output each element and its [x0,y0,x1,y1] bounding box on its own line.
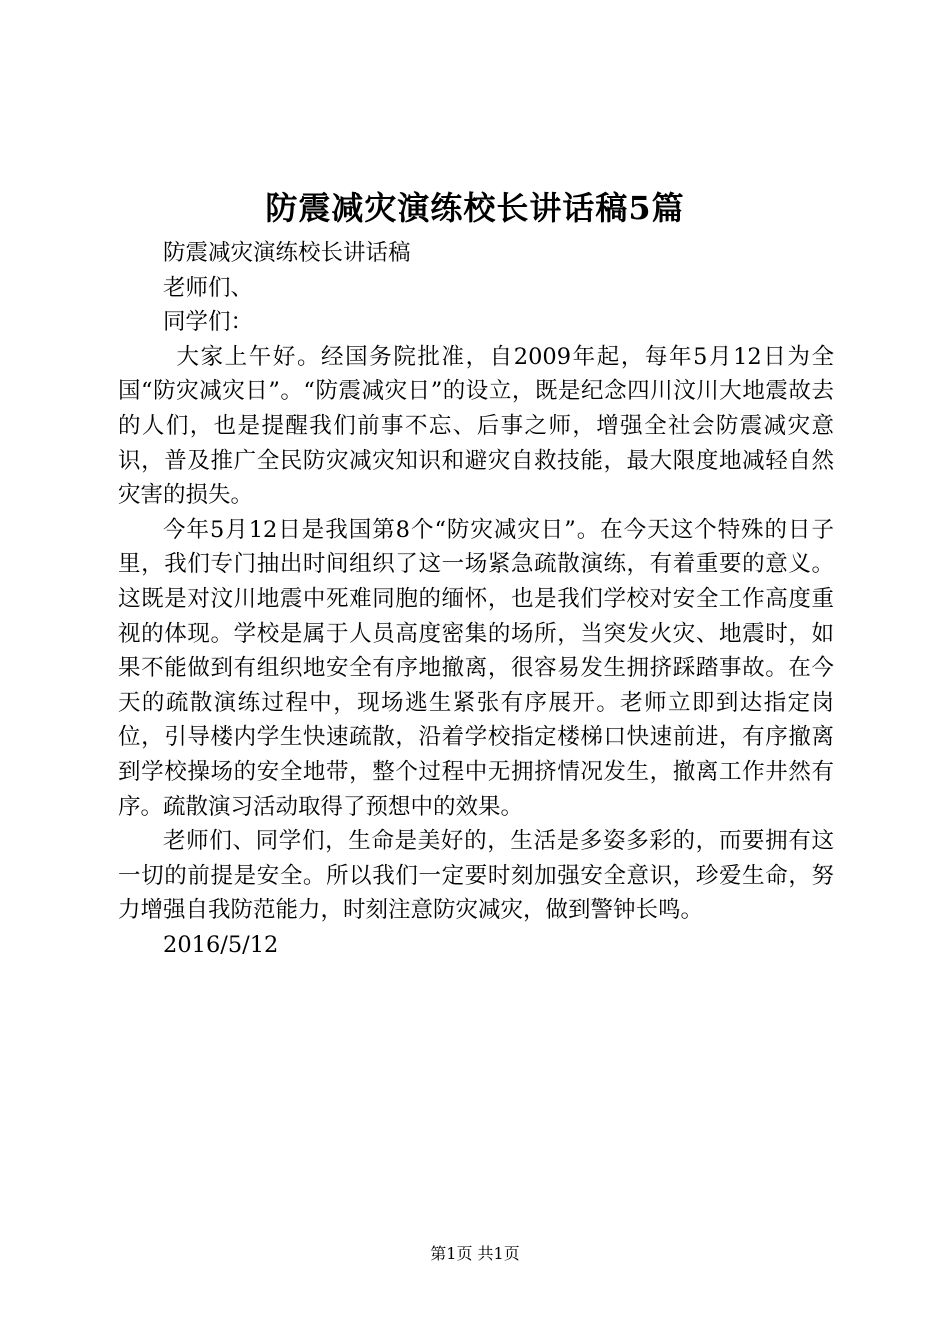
document-date: 2016/5/12 [163,931,279,958]
document-title: 防震减灾演练校长讲话稿5篇 [265,189,685,227]
document-body [118,236,834,962]
salutation-teachers: 老师们、 [163,274,254,301]
subtitle-line: 防震减灾演练校长讲话稿 [163,240,411,266]
page-footer: 第1页 共1页 [430,1244,520,1263]
paragraph-drill: 今年5月12日是我国第8个“防灾减灾日”。在今天这个特殊的日子里，我们专门抽出时间组织了这一场紧急疏散演练，有着重要的意义。这既是对汶川地震中死难同胞的缅怀，也是我们学校对安全工作高度重视的体现。学校是属于人员高度密集的场所，当突发火灾、地震时，如果不能做到有组织地安全有序地撤离，很容易发生拥挤踩踏事故。在今天的疏散演练过程中，现场逃生紧张有序展开。老师立即到达指定岗位，引导楼内学生快速疏散，沿着学校指定楼梯口快速前进，有序撤离到学校操场的安全地带，整个过程中无拥挤情况发生，撤离工作井然有序。疏散演习活动取得了预想中的效果。 [118,516,834,820]
paragraph-closing: 老师们、同学们，生命是美好的，生活是多姿多彩的，而要拥有这一切的前提是安全。所以我们一定要时刻加强安全意识，珍爱生命，努力增强自我防范能力，时刻注意防灾减灾，做到警钟长鸣。 [118,828,834,924]
salutation-students: 同学们： [163,309,254,336]
paragraph-greeting: 大家上午好。经国务院批准，自2009年起，每年5月12日为全国“防灾减灾日”。“防震减灾日”的设立，既是纪念四川汶川大地震故去的人们，也是提醒我们前事不忘、后事之师，增强全社会防震减灾意识，普及推广全民防灾减灾知识和避灾自救技能，最大限度地减轻自然灾害的损失。 [118,343,834,509]
